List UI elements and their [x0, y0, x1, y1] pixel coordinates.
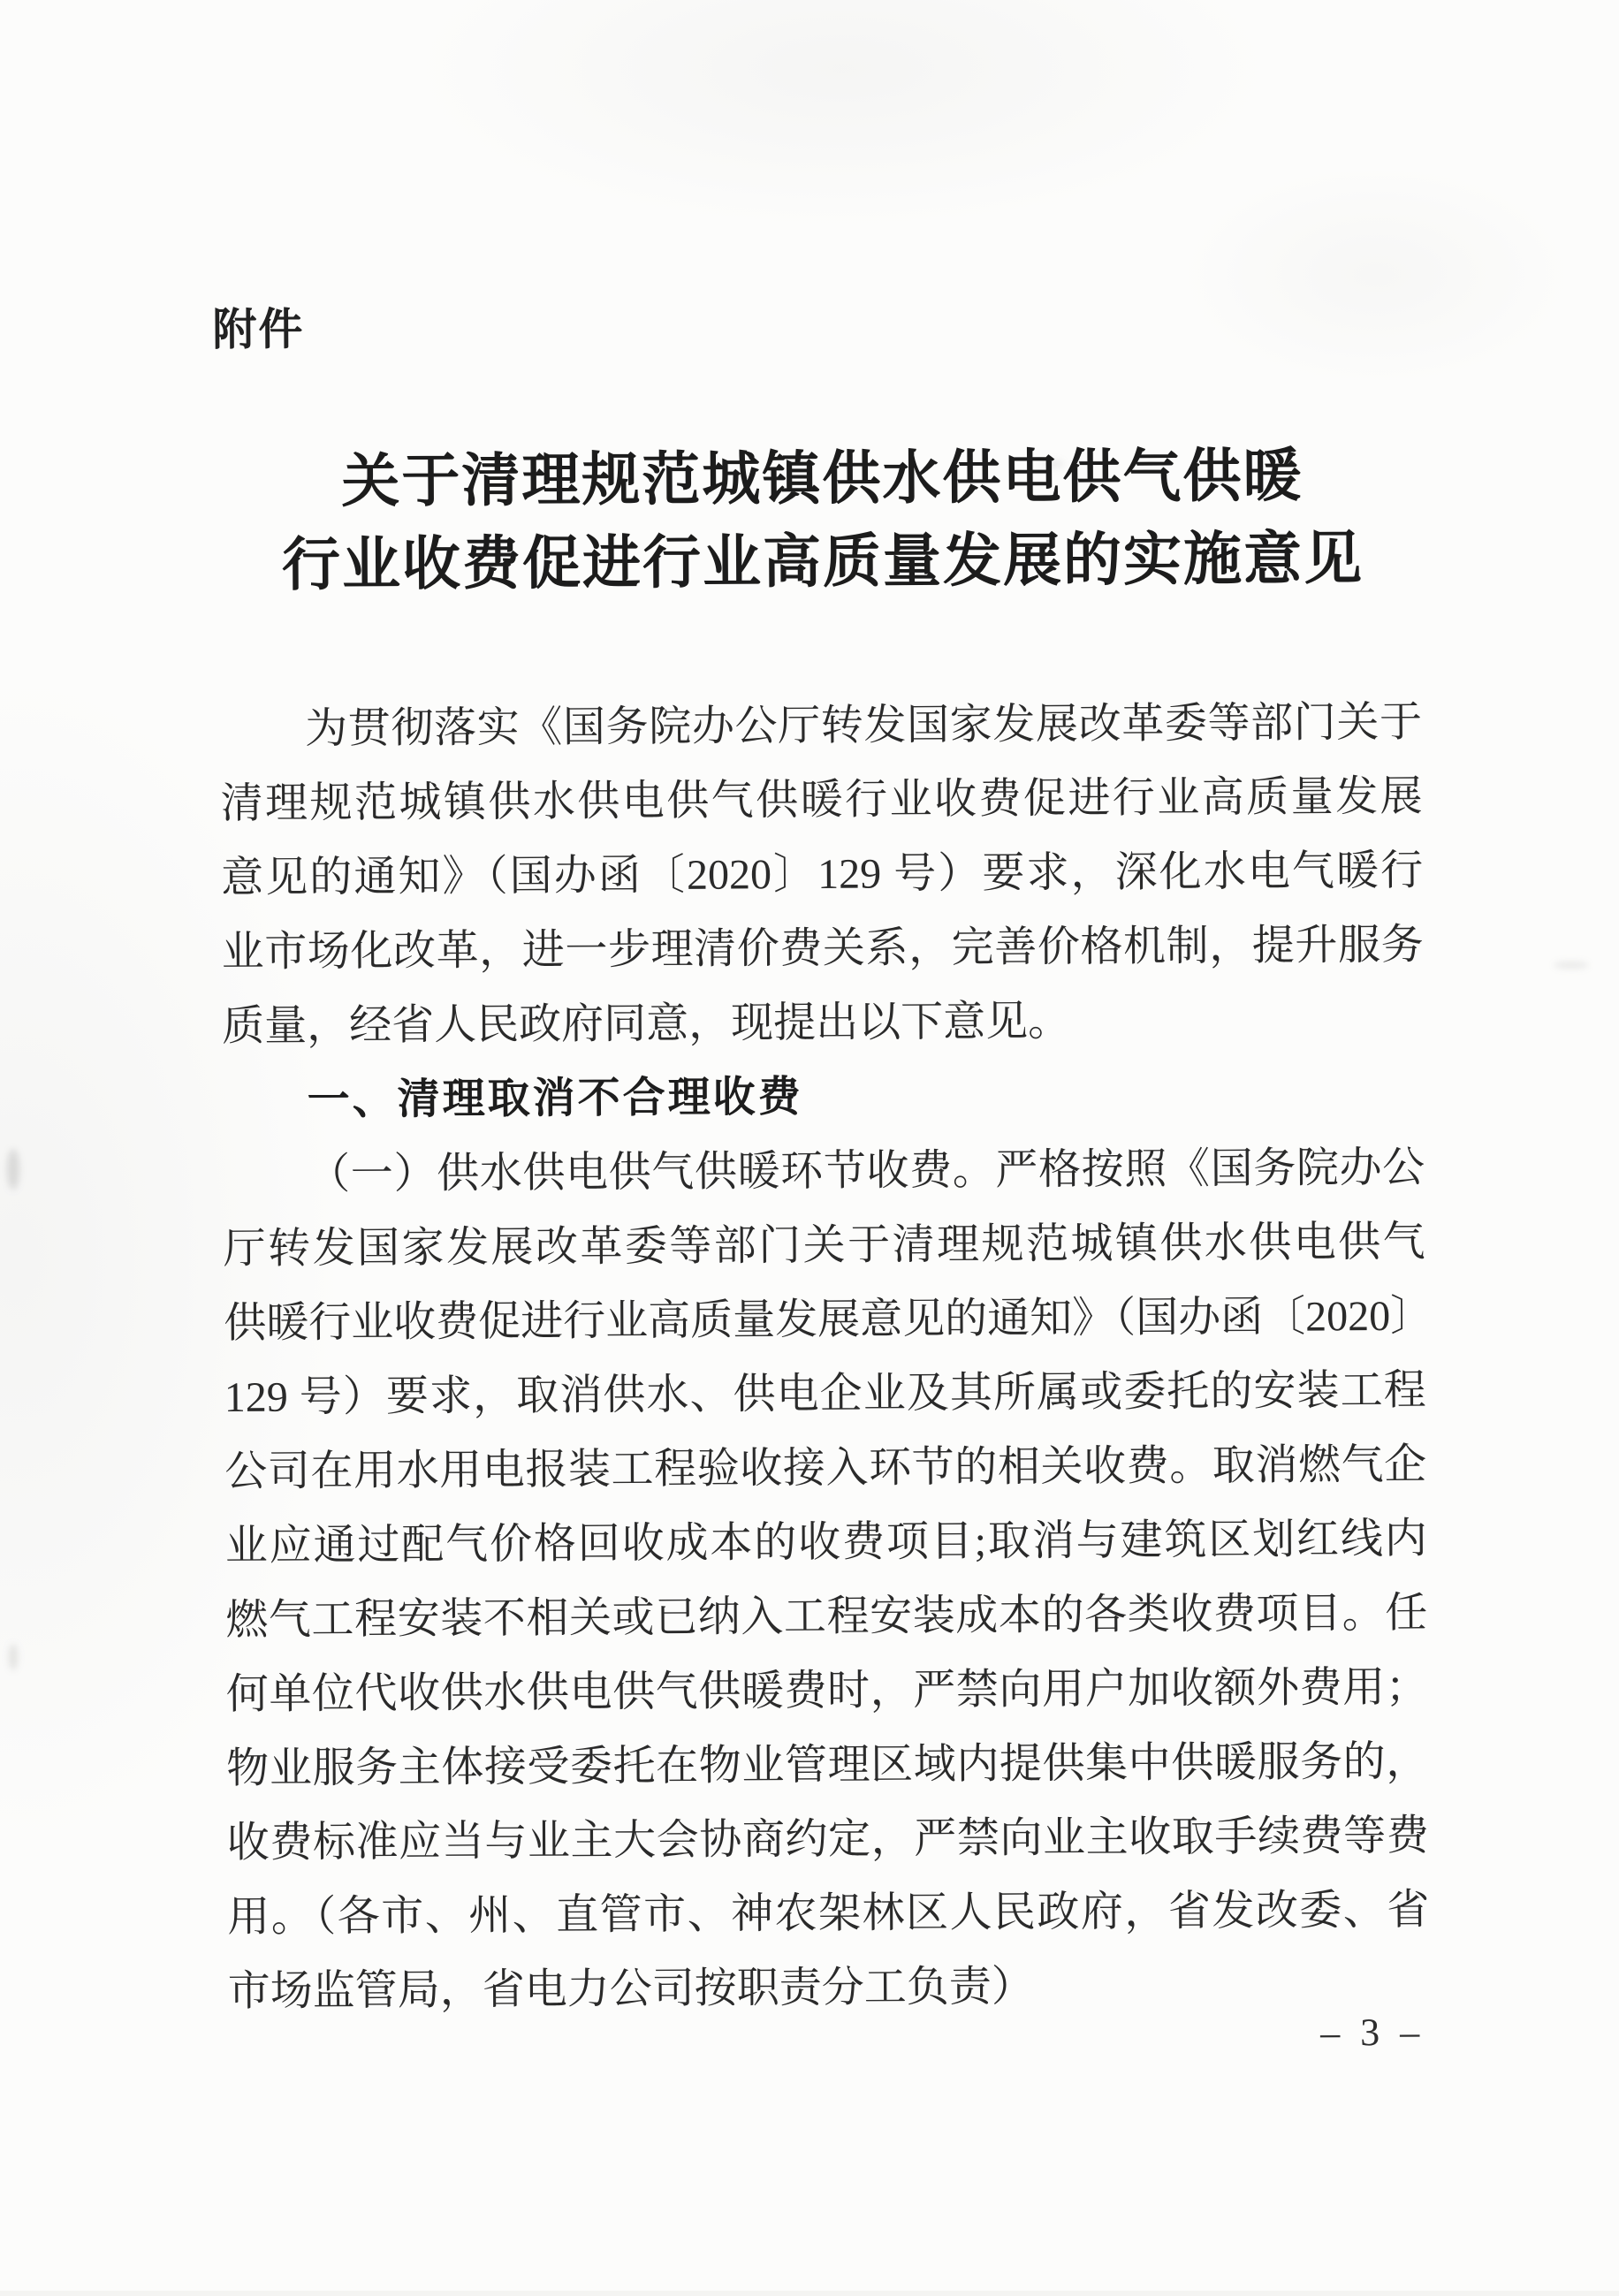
body-line: （一）供水供电供气供暖环节收费。严格按照《国务院办公 [308, 1144, 1425, 1198]
body-line: 清理规范城镇供水供电供气供暖行业收费促进行业高质量发展 [220, 772, 1423, 828]
document-body [220, 686, 1433, 2029]
body-line: 质量，经省人民政府同意，现提出以下意见。 [222, 998, 1071, 1051]
body-line: 意见的通知》（国办函〔2020〕129 号）要求，深化水电气暖行 [220, 847, 1424, 902]
body-line: 厅转发国家发展改革委等部门关于清理规范城镇供水供电供气 [223, 1218, 1425, 1273]
document-title [217, 435, 1428, 608]
body-line: 燃气工程安装不相关或已纳入工程安装成本的各类收费项目。任 [225, 1589, 1428, 1645]
body-line: 用。（各市、州、直管市、神农架林区人民政府，省发改委、省 [227, 1886, 1430, 1942]
document-title-line-1: 关于清理规范城镇供水供电供气供暖 [341, 444, 1304, 515]
body-line: 市场监管局，省电力公司按职责分工负责） [227, 1963, 1034, 2016]
body-line: 收费标准应当与业主大会协商约定，严禁向业主收取手续费等费 [226, 1812, 1429, 1867]
body-line: 物业服务主体接受委托在物业管理区域内提供集中供暖服务的， [226, 1737, 1429, 1793]
page-number: – 3 – [1319, 2010, 1425, 2055]
attachment-label: 附件 [212, 304, 305, 355]
body-line: 129 号）要求，取消供水、供电企业及其所属或委托的安装工程 [224, 1366, 1426, 1422]
body-line: 供暖行业收费促进行业高质量发展意见的通知》（国办函〔2020〕 [224, 1292, 1433, 1348]
body-line: 公司在用水用电报装工程验收接入环节的相关收费。取消燃气企 [224, 1441, 1427, 1496]
document-title-line-2: 行业收费促进行业高质量发展的实施意见 [281, 527, 1364, 598]
body-line: 业市场化改革，进一步理清价费关系，完善价格机制，提升服务 [221, 921, 1424, 977]
body-line: 业应通过配气价格回收成本的收费项目;取消与建筑区划红线内 [224, 1515, 1427, 1570]
section-heading: 一、清理取消不合理收费 [307, 1074, 803, 1124]
body-line: 何单位代收供水供电供气供暖费时，严禁向用户加收额外费用； [225, 1663, 1428, 1719]
body-line: 为贯彻落实《国务院办公厅转发国家发展改革委等部门关于 [304, 698, 1423, 753]
